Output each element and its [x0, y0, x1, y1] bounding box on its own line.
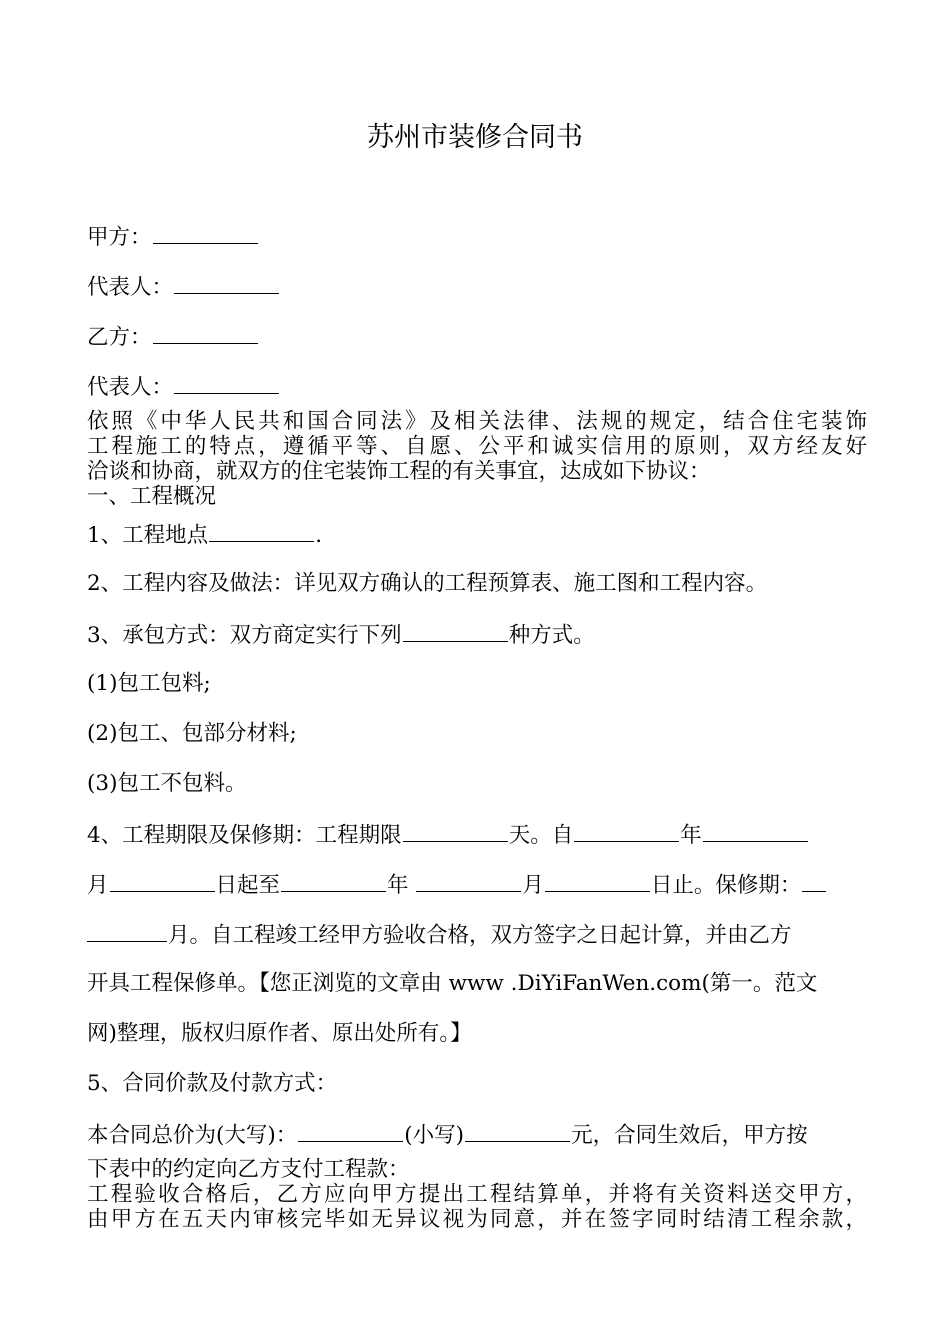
item-1-end: .	[315, 523, 323, 548]
option-2: (2)包工、包部分材料;	[87, 721, 297, 746]
item-4-line-4: 开具工程保修单。【您正浏览的文章由 www .DiYiFanWen.com(第一。范文	[87, 971, 818, 996]
end-year-blank[interactable]	[281, 869, 386, 892]
price-text-yuan: 元，合同生效后，甲方按	[571, 1123, 808, 1148]
party-b-blank[interactable]	[153, 321, 258, 344]
term-days-blank[interactable]	[403, 819, 508, 842]
price-line-4: 由甲方在五天内审核完毕如无异议视为同意，并在签字同时结清工程余款，	[87, 1207, 867, 1232]
party-a-label: 甲方：	[87, 225, 152, 250]
start-day-blank[interactable]	[110, 869, 215, 892]
rep-a-line	[87, 271, 867, 303]
end-month-blank[interactable]	[416, 869, 521, 892]
item-4-text-until: 日起至	[215, 873, 281, 898]
end-day-blank[interactable]	[545, 869, 650, 892]
rep-b-label: 代表人：	[87, 375, 174, 400]
item-1-label: 1、工程地点	[87, 523, 209, 548]
price-lower-blank[interactable]	[465, 1119, 570, 1142]
item-4-line-3	[87, 919, 867, 951]
item-4-label: 4、工程期限及保修期：工程期限	[87, 823, 402, 848]
intro-line-3: 洽谈和协商，就双方的住宅装饰工程的有关事宜，达成如下协议：	[87, 459, 711, 484]
price-label-upper: 本合同总价为(大写)：	[87, 1123, 298, 1148]
party-a-line	[87, 221, 867, 253]
document-title: 苏州市装修合同书	[367, 122, 583, 153]
rep-a-label: 代表人：	[87, 275, 174, 300]
start-month-blank[interactable]	[703, 819, 808, 842]
rep-b-line	[87, 371, 867, 403]
item-4-text-warranty-desc: 月。自工程竣工经甲方验收合格，双方签字之日起计算，并由乙方	[168, 923, 792, 948]
option-3: (3)包工不包料。	[87, 771, 247, 796]
item-4-text-month-2: 月	[522, 873, 544, 898]
item-3-label: 3、承包方式：双方商定实行下列	[87, 623, 402, 648]
intro-line-2: 工程施工的特点，遵循平等、自愿、公平和诚实信用的原则，双方经友好	[87, 434, 867, 459]
party-a-blank[interactable]	[153, 221, 258, 244]
item-4-text-year-2: 年	[387, 873, 416, 898]
item-5-line: 5、合同价款及付款方式：	[87, 1071, 338, 1096]
intro-line-1: 依照《中华人民共和国合同法》及相关法律、法规的规定，结合住宅装饰	[87, 409, 867, 434]
price-upper-blank[interactable]	[298, 1119, 403, 1142]
party-b-line	[87, 321, 867, 353]
item-4-text-warranty: 日止。保修期：	[650, 873, 802, 898]
item-1-line	[87, 519, 867, 551]
section-1-heading: 一、工程概况	[87, 484, 217, 509]
item-4-text-from: 天。自	[508, 823, 574, 848]
rep-b-blank[interactable]	[174, 371, 279, 394]
price-label-lower: (小写)	[404, 1123, 465, 1148]
item-4-text-month: 月	[87, 873, 109, 898]
start-year-blank[interactable]	[574, 819, 679, 842]
rep-a-blank[interactable]	[174, 271, 279, 294]
item-3-line	[87, 619, 867, 651]
item-4-text-year: 年	[680, 823, 702, 848]
item-4-line-5: 网)整理，版权归原作者、原出处所有。】	[87, 1021, 472, 1046]
item-4-line-2	[87, 869, 867, 901]
item-3-end: 种方式。	[508, 623, 595, 648]
item-2-line: 2、工程内容及做法：详见双方确认的工程预算表、施工图和工程内容。	[87, 571, 768, 596]
price-line-3: 工程验收合格后，乙方应向甲方提出工程结算单，并将有关资料送交甲方，	[87, 1182, 867, 1207]
party-b-label: 乙方：	[87, 325, 152, 350]
item-1-blank[interactable]	[209, 519, 314, 542]
price-line-2: 下表中的约定向乙方支付工程款：	[87, 1157, 410, 1182]
option-1: (1)包工包料;	[87, 671, 211, 696]
item-3-blank[interactable]	[403, 619, 508, 642]
warranty-blank-start[interactable]	[802, 869, 826, 892]
item-4-line-1	[87, 819, 867, 851]
price-line-1	[87, 1119, 867, 1151]
warranty-blank-end[interactable]	[87, 919, 167, 942]
